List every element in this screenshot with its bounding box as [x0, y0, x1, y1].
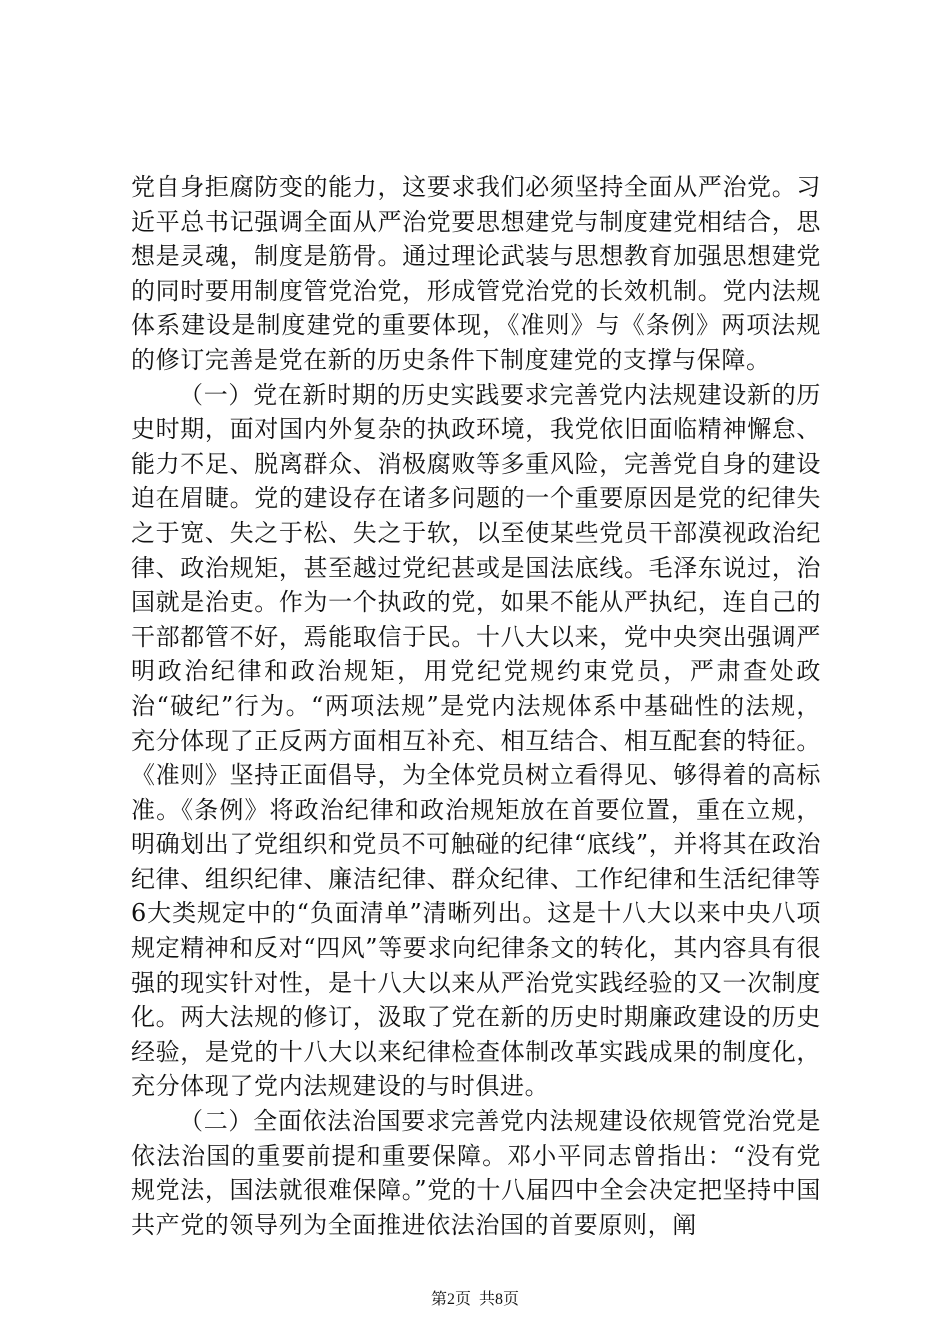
- paragraph-section-two: （二）全面依法治国要求完善党内法规建设依规管党治党是依法治国的重要前提和重要保障。邓小平同志曾指出：“没有党规党法，国法就很难保障。”党的十八届四中全会决定把坚持中国共产党的领导列为全面推进依法治国的首要原则，阐: [131, 1107, 821, 1239]
- page-number-label: 第2页 共8页: [430, 1291, 519, 1308]
- body-text: [131, 170, 821, 1242]
- paragraph-section-one: （一）党在新时期的历史实践要求完善党内法规建设新的历史时期，面对国内外复杂的执政环境，我党依旧面临精神懈怠、能力不足、脱离群众、消极腐败等多重风险，完善党自身的建设迫在眉睫。党的建设存在诸多问题的一个重要原因是党的纪律失之于宽、失之于松、失之于软，以至使某些党员干部漠视政治纪律、政治规矩，甚至越过党纪甚或是国法底线。毛泽东说过，治国就是治吏。作为一个执政的党，如果不能从严执纪，连自己的干部都管不好，焉能取信于民。十八大以来，党中央突出强调严明政治纪律和政治规矩，用党纪党规约束党员，严肃查处政治“破纪”行为。“两项法规”是党内法规体系中基础性的法规，充分体现了正反两方面相互补充、相互结合、相互配套的特征。《准则》坚持正面倡导，为全体党员树立看得见、够得着的高标准。《条例》将政治纪律和政治规矩放在首要位置，重在立规，明确划出了党组织和党员不可触碰的纪律“底线”，并将其在政治纪律、组织纪律、廉洁纪律、群众纪律、工作纪律和生活纪律等6大类规定中的“负面清单”清晰列出。这是十八大以来中央八项规定精神和反对“四风”等要求向纪律条文的转化，其内容具有很强的现实针对性，是十八大以来从严治党实践经验的又一次制度化。两大法规的修订，汲取了党在新的历史时期廉政建设的历史经验，是党的十八大以来纪律检查体制改革实践成果的制度化，充分体现了党内法规建设的与时俱进。: [131, 380, 821, 1101]
- paragraph-continuation: 党自身拒腐防变的能力，这要求我们必须坚持全面从严治党。习近平总书记强调全面从严治党要思想建党与制度建党相结合，思想是灵魂，制度是筋骨。通过理论武装与思想教育加强思想建党的同时要用制度管党治党，形成管党治党的长效机制。党内法规体系建设是制度建党的重要体现，《准则》与《条例》两项法规的修订完善是党在新的历史条件下制度建党的支撑与保障。: [131, 173, 821, 374]
- page-footer: [0, 1286, 950, 1309]
